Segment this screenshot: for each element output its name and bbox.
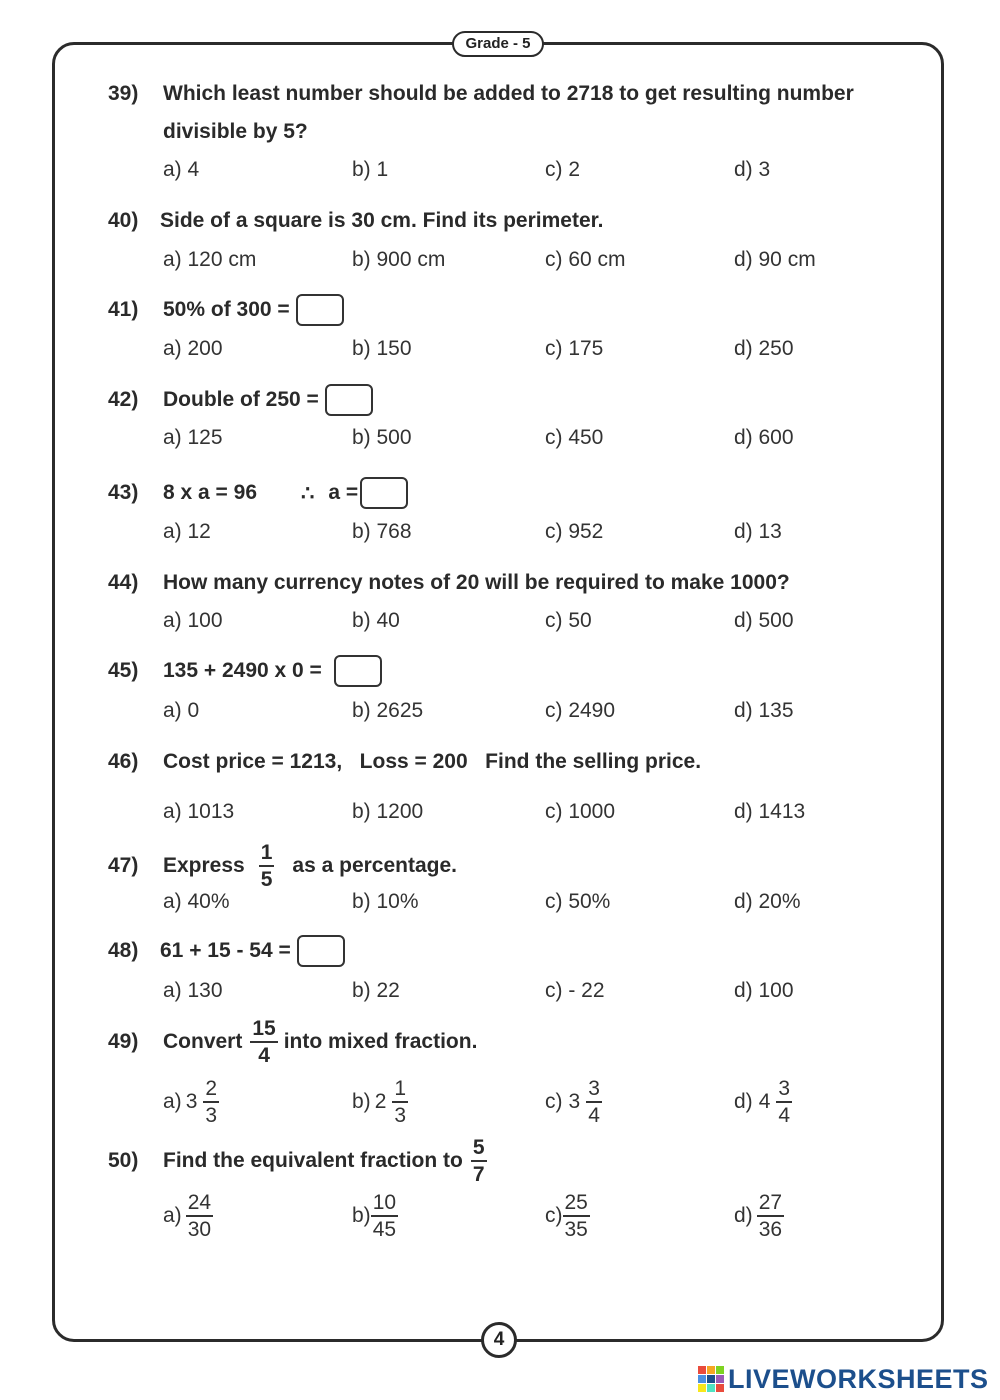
denominator: 36	[758, 1218, 783, 1241]
question-text: Side of a square is 30 cm. Find its perimeter.	[160, 209, 604, 232]
fraction	[371, 1192, 398, 1240]
question-text-2: a =	[328, 481, 359, 504]
option-d[interactable]: d) 600	[734, 426, 794, 449]
question-number: 40)	[108, 209, 139, 232]
brand-name: LIVEWORKSHEETS	[728, 1363, 989, 1394]
question-number: 49)	[108, 1030, 139, 1053]
whole-number: 3	[185, 1090, 198, 1113]
option-b[interactable]: b) 1	[352, 158, 389, 181]
denominator: 3	[394, 1104, 407, 1127]
denominator: 45	[372, 1218, 397, 1241]
option-c[interactable]: c) 1000	[545, 800, 616, 823]
option-a[interactable]: a) 125	[163, 426, 223, 449]
option-d[interactable]	[734, 1078, 796, 1126]
numerator: 25	[563, 1192, 590, 1217]
option-c[interactable]: c) 2490	[545, 699, 616, 722]
option-c[interactable]: c) 50	[545, 609, 592, 632]
option-label: d)	[734, 1204, 753, 1227]
option-a[interactable]	[163, 1192, 217, 1240]
option-b[interactable]: b) 22	[352, 979, 400, 1002]
answer-box[interactable]	[334, 655, 382, 687]
option-b[interactable]: b) 1200	[352, 800, 424, 823]
question-text: Find the equivalent fraction to	[163, 1149, 463, 1172]
question-number: 39)	[108, 82, 139, 105]
option-label: c)	[545, 1204, 563, 1227]
option-c[interactable]: c) 60 cm	[545, 248, 626, 271]
denominator: 30	[187, 1218, 212, 1241]
question-39-line2	[163, 120, 308, 144]
numerator: 1	[259, 842, 275, 867]
question-43	[108, 477, 408, 509]
question-number: 45)	[108, 659, 139, 682]
answer-box[interactable]	[296, 294, 344, 326]
option-label: a)	[163, 1204, 182, 1227]
question-text: How many currency notes of 20 will be required to make 1000?	[163, 571, 790, 594]
option-d[interactable]: d) 100	[734, 979, 794, 1002]
option-a[interactable]: a) 1013	[163, 800, 235, 823]
whole-number: 3	[568, 1090, 581, 1113]
option-a[interactable]	[163, 1078, 223, 1126]
option-b[interactable]: b) 40	[352, 609, 400, 632]
question-text: Which least number should be added to 2718 to get resulting number	[163, 82, 854, 105]
grade-label: Grade - 5	[452, 31, 544, 57]
option-c[interactable]: c) 2	[545, 158, 581, 181]
denominator: 35	[564, 1218, 588, 1241]
whole-number: 2	[374, 1090, 387, 1113]
denominator: 4	[258, 1044, 270, 1067]
denominator: 5	[260, 868, 273, 891]
question-text: Cost price = 1213, Loss = 200 Find the selling price.	[163, 750, 702, 773]
option-d[interactable]	[734, 1192, 788, 1240]
option-label: b)	[352, 1204, 371, 1227]
question-text: Convert	[163, 1030, 243, 1053]
option-b[interactable]: b) 768	[352, 520, 412, 543]
question-39	[108, 82, 854, 106]
numerator: 2	[203, 1078, 219, 1103]
option-b[interactable]: b) 900 cm	[352, 248, 446, 271]
option-label: c)	[545, 1090, 563, 1113]
option-b[interactable]	[352, 1078, 412, 1126]
fraction	[186, 1192, 213, 1240]
option-b[interactable]: b) 500	[352, 426, 412, 449]
numerator: 5	[471, 1137, 487, 1162]
option-a[interactable]: a) 200	[163, 337, 223, 360]
fraction	[757, 1192, 784, 1240]
fraction	[471, 1137, 487, 1185]
question-number: 48)	[108, 939, 139, 962]
denominator: 4	[588, 1104, 600, 1127]
option-d[interactable]: d) 250	[734, 337, 794, 360]
option-a[interactable]: a) 120 cm	[163, 248, 257, 271]
question-number: 42)	[108, 388, 139, 411]
answer-box[interactable]	[360, 477, 408, 509]
option-c[interactable]	[545, 1078, 606, 1126]
option-c[interactable]: c) 175	[545, 337, 604, 360]
option-c[interactable]: c) 50%	[545, 890, 611, 913]
question-number: 47)	[108, 854, 139, 877]
fraction	[586, 1078, 602, 1126]
question-41	[108, 294, 344, 326]
fraction	[776, 1078, 792, 1126]
question-text: 8 x a = 96	[163, 481, 257, 504]
option-c[interactable]: c) 952	[545, 520, 604, 543]
option-d[interactable]: d) 1413	[734, 800, 806, 823]
option-label: a)	[163, 1090, 182, 1113]
denominator: 4	[778, 1104, 791, 1127]
question-text: divisible by 5?	[163, 120, 308, 143]
answer-box[interactable]	[297, 935, 345, 967]
option-a[interactable]: a) 4	[163, 158, 200, 181]
question-42	[108, 384, 373, 416]
fraction	[392, 1078, 408, 1126]
question-text: 50% of 300 =	[163, 298, 290, 321]
question-number: 50)	[108, 1149, 139, 1172]
option-d[interactable]: d) 90 cm	[734, 248, 816, 271]
numerator: 27	[757, 1192, 784, 1217]
question-46	[108, 750, 701, 774]
question-44	[108, 571, 790, 595]
question-text: Double of 250 =	[163, 388, 319, 411]
question-45	[108, 655, 382, 687]
answer-box[interactable]	[325, 384, 373, 416]
question-text: as a percentage.	[292, 854, 458, 877]
fraction	[563, 1192, 590, 1240]
fraction	[203, 1078, 219, 1126]
option-d[interactable]: d) 135	[734, 699, 794, 722]
option-a[interactable]: a) 130	[163, 979, 223, 1002]
question-49	[108, 1018, 477, 1066]
question-number: 44)	[108, 571, 139, 594]
question-48	[108, 935, 345, 967]
question-number: 43)	[108, 481, 139, 504]
option-label: b)	[352, 1090, 371, 1113]
question-40	[108, 209, 604, 233]
question-number: 46)	[108, 750, 139, 773]
option-d[interactable]: d) 20%	[734, 890, 801, 913]
question-text: into mixed fraction.	[283, 1030, 478, 1053]
numerator: 10	[371, 1192, 398, 1217]
therefore-symbol: ∴	[301, 481, 315, 505]
denominator: 3	[205, 1104, 218, 1127]
question-text: Express	[163, 854, 245, 877]
numerator: 3	[586, 1078, 602, 1103]
denominator: 7	[472, 1163, 485, 1186]
page-number: 4	[481, 1322, 517, 1358]
option-label: d)	[734, 1090, 753, 1113]
option-a[interactable]: a) 100	[163, 609, 223, 632]
option-d[interactable]: d) 13	[734, 520, 782, 543]
option-b[interactable]	[352, 1192, 402, 1240]
option-b[interactable]: b) 10%	[352, 890, 419, 913]
numerator: 24	[186, 1192, 213, 1217]
liveworksheets-logo[interactable]	[698, 1364, 989, 1394]
option-b[interactable]: b) 150	[352, 337, 412, 360]
fraction	[250, 1018, 277, 1066]
option-c[interactable]: c) 450	[545, 426, 604, 449]
numerator: 3	[776, 1078, 792, 1103]
question-47	[108, 842, 457, 890]
option-a[interactable]: a) 0	[163, 699, 200, 722]
option-c[interactable]	[545, 1192, 594, 1240]
option-a[interactable]: a) 12	[163, 520, 211, 543]
question-text: 61 + 15 - 54 =	[160, 939, 291, 962]
question-number: 41)	[108, 298, 139, 321]
fraction	[259, 842, 275, 890]
option-a[interactable]: a) 40%	[163, 890, 230, 913]
option-b[interactable]: b) 2625	[352, 699, 424, 722]
numerator: 15	[250, 1018, 277, 1043]
whole-number: 4	[758, 1090, 771, 1113]
option-c[interactable]: c) - 22	[545, 979, 605, 1002]
option-d[interactable]: d) 500	[734, 609, 794, 632]
numerator: 1	[392, 1078, 408, 1103]
logo-grid-icon	[698, 1366, 724, 1392]
question-50	[108, 1137, 491, 1185]
option-d[interactable]: d) 3	[734, 158, 771, 181]
question-text: 135 + 2490 x 0 =	[163, 659, 322, 682]
